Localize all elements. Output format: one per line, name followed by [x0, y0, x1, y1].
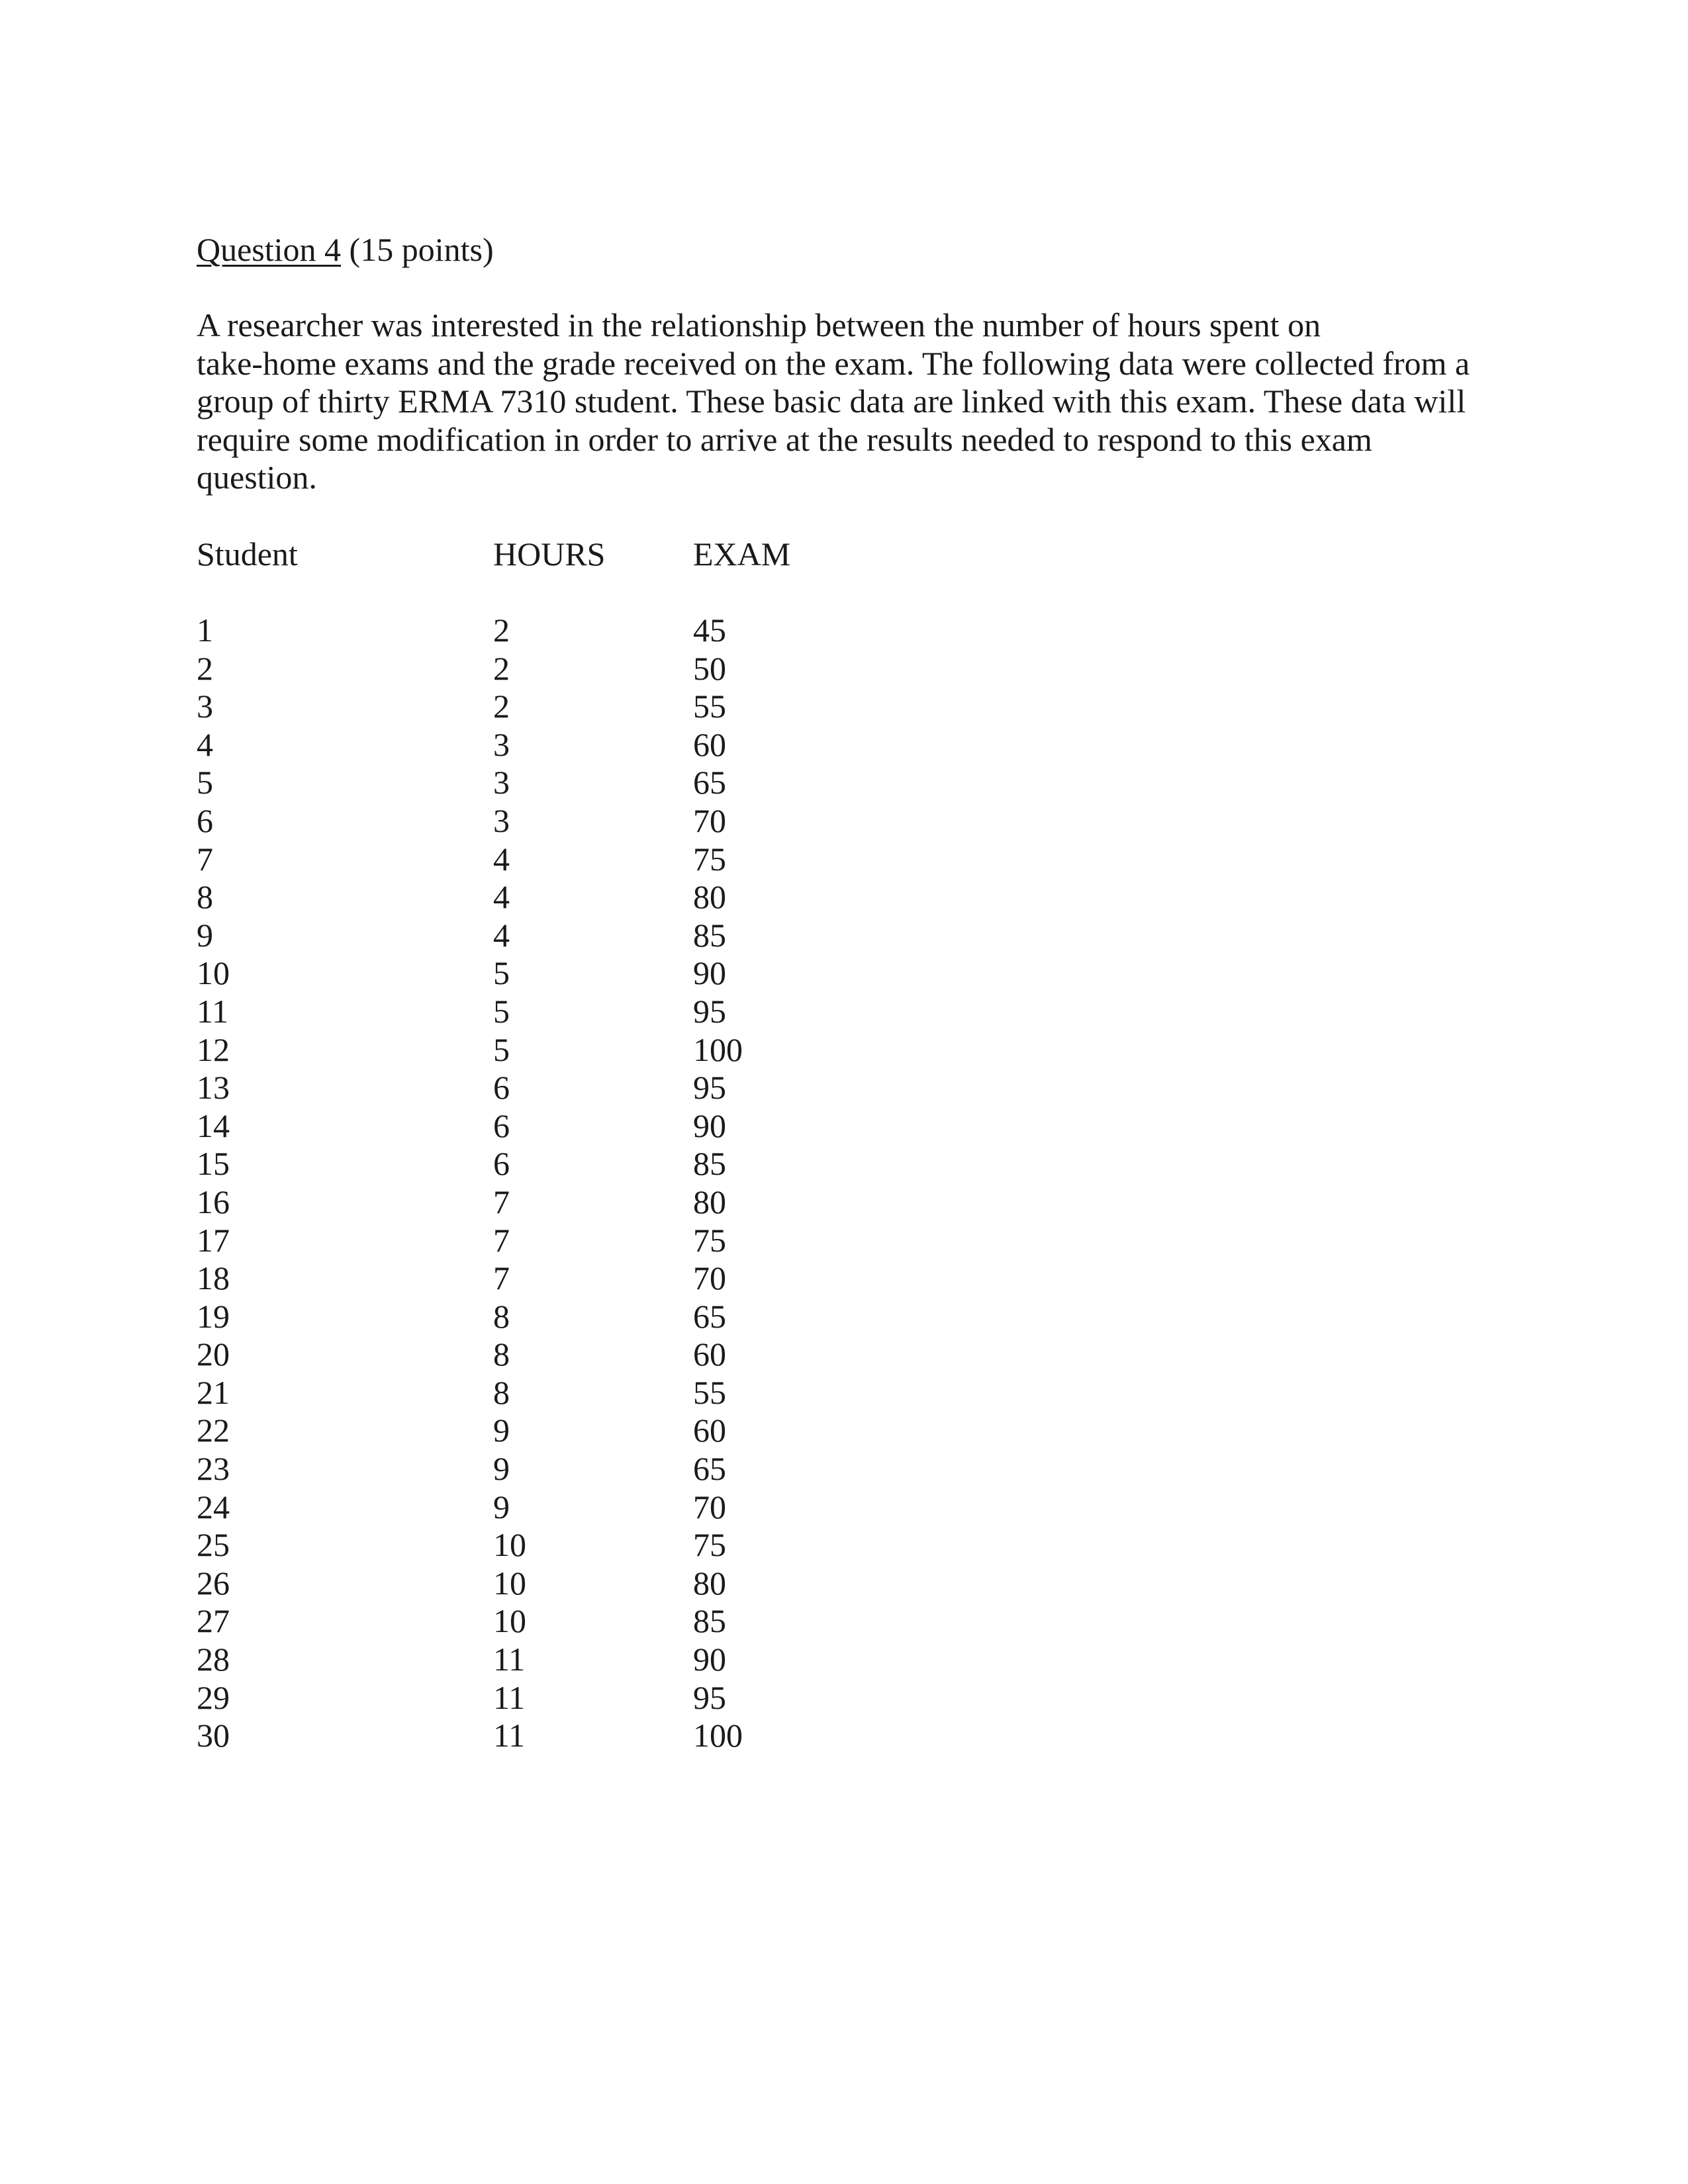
exam-cell: 55: [693, 1373, 726, 1411]
hours-cell: 5: [493, 992, 510, 1030]
hours-cell: 9: [493, 1488, 510, 1525]
student-cell: 6: [197, 801, 213, 839]
hours-cell: 6: [493, 1107, 510, 1144]
table-row: [0, 1222, 1688, 1260]
hours-cell: 8: [493, 1373, 510, 1411]
exam-cell: 90: [693, 954, 726, 992]
hours-cell: 2: [493, 688, 510, 725]
student-cell: 5: [197, 764, 213, 801]
student-cell: 14: [197, 1107, 230, 1144]
student-cell: 13: [197, 1069, 230, 1107]
table-row: [0, 841, 1688, 879]
header-exam: EXAM: [693, 535, 791, 572]
exam-cell: 80: [693, 878, 726, 916]
hours-cell: 5: [493, 954, 510, 992]
table-row: [0, 1259, 1688, 1298]
exam-cell: 60: [693, 725, 726, 763]
table-row: [0, 1298, 1688, 1336]
exam-cell: 70: [693, 1488, 726, 1525]
hours-cell: 9: [493, 1412, 510, 1449]
table-row: [0, 1107, 1688, 1146]
header-hours: HOURS: [493, 535, 606, 572]
exam-cell: 65: [693, 764, 726, 801]
student-cell: 7: [197, 840, 213, 878]
student-cell: 30: [197, 1717, 230, 1754]
exam-cell: 65: [693, 1297, 726, 1335]
student-cell: 19: [197, 1297, 230, 1335]
table-row: [0, 1717, 1688, 1755]
student-cell: 15: [197, 1145, 230, 1183]
paragraph-line: group of thirty ERMA 7310 student. These basic data are linked with this exam. These data will: [197, 383, 1466, 420]
exam-cell: 80: [693, 1183, 726, 1220]
paragraph-line: take-home exams and the grade received on the exam. The following data were collected from a: [197, 344, 1470, 382]
table-row: [0, 1602, 1688, 1641]
table-row: [0, 954, 1688, 993]
table-row: [0, 1450, 1688, 1488]
hours-cell: 8: [493, 1297, 510, 1335]
hours-cell: 5: [493, 1030, 510, 1068]
hours-cell: 10: [493, 1526, 526, 1564]
hours-cell: 7: [493, 1221, 510, 1259]
hours-cell: 8: [493, 1336, 510, 1373]
exam-cell: 95: [693, 1678, 726, 1716]
paragraph-line: require some modification in order to arrive at the results needed to respond to this exam: [197, 420, 1372, 458]
exam-cell: 90: [693, 1107, 726, 1144]
student-cell: 27: [197, 1602, 230, 1640]
paragraph-line: question.: [197, 459, 317, 496]
table-row: [0, 1031, 1688, 1069]
hours-cell: 6: [493, 1145, 510, 1183]
student-cell: 2: [197, 649, 213, 687]
question-paragraph: [197, 306, 1494, 497]
student-cell: 26: [197, 1564, 230, 1602]
hours-cell: 3: [493, 764, 510, 801]
exam-cell: 65: [693, 1450, 726, 1488]
exam-cell: 45: [693, 612, 726, 649]
table-body: [0, 612, 1688, 1755]
hours-cell: 2: [493, 612, 510, 649]
exam-cell: 100: [693, 1030, 743, 1068]
table-row: [0, 1145, 1688, 1183]
hours-cell: 4: [493, 840, 510, 878]
student-cell: 18: [197, 1259, 230, 1297]
table-row: [0, 1641, 1688, 1679]
hours-cell: 2: [493, 649, 510, 687]
table-row: [0, 1336, 1688, 1374]
paragraph-line: A researcher was interested in the relationship between the number of hours spent on: [197, 306, 1321, 343]
exam-cell: 85: [693, 1145, 726, 1183]
student-cell: 29: [197, 1678, 230, 1716]
table-row: [0, 612, 1688, 650]
hours-cell: 10: [493, 1564, 526, 1602]
hours-cell: 11: [493, 1641, 526, 1678]
exam-cell: 70: [693, 1259, 726, 1297]
student-cell: 1: [197, 612, 213, 649]
table-row: [0, 688, 1688, 726]
hours-cell: 3: [493, 725, 510, 763]
student-cell: 24: [197, 1488, 230, 1525]
table-row: [0, 1183, 1688, 1222]
exam-cell: 90: [693, 1641, 726, 1678]
table-row: [0, 1526, 1688, 1565]
student-cell: 25: [197, 1526, 230, 1564]
exam-cell: 50: [693, 649, 726, 687]
student-cell: 3: [197, 688, 213, 725]
hours-cell: 11: [493, 1678, 526, 1716]
exam-cell: 95: [693, 1069, 726, 1107]
exam-cell: 55: [693, 688, 726, 725]
exam-cell: 70: [693, 801, 726, 839]
student-cell: 11: [197, 992, 229, 1030]
student-cell: 17: [197, 1221, 230, 1259]
exam-cell: 80: [693, 1564, 726, 1602]
table-row: [0, 1069, 1688, 1107]
table-row: [0, 878, 1688, 917]
table-row: [0, 1374, 1688, 1412]
question-points: (15 points): [349, 231, 494, 268]
exam-cell: 75: [693, 1221, 726, 1259]
student-cell: 4: [197, 725, 213, 763]
student-cell: 8: [197, 878, 213, 916]
exam-cell: 85: [693, 916, 726, 954]
exam-cell: 60: [693, 1336, 726, 1373]
header-student: Student: [197, 535, 298, 572]
student-cell: 23: [197, 1450, 230, 1488]
hours-cell: 4: [493, 916, 510, 954]
student-cell: 20: [197, 1336, 230, 1373]
exam-cell: 75: [693, 1526, 726, 1564]
student-cell: 10: [197, 954, 230, 992]
table-row: [0, 917, 1688, 955]
table-row: [0, 650, 1688, 688]
exam-cell: 85: [693, 1602, 726, 1640]
hours-cell: 7: [493, 1259, 510, 1297]
hours-cell: 3: [493, 801, 510, 839]
exam-cell: 95: [693, 992, 726, 1030]
student-cell: 28: [197, 1641, 230, 1678]
student-cell: 16: [197, 1183, 230, 1220]
table-row: [0, 726, 1688, 764]
table-row: [0, 1488, 1688, 1527]
student-cell: 9: [197, 916, 213, 954]
exam-cell: 60: [693, 1412, 726, 1449]
table-row: [0, 1679, 1688, 1717]
student-cell: 21: [197, 1373, 230, 1411]
hours-cell: 6: [493, 1069, 510, 1107]
hours-cell: 7: [493, 1183, 510, 1220]
hours-cell: 10: [493, 1602, 526, 1640]
exam-cell: 75: [693, 840, 726, 878]
hours-cell: 9: [493, 1450, 510, 1488]
question-title: Question 4: [197, 231, 342, 268]
question-heading: [197, 230, 494, 269]
table-row: [0, 1565, 1688, 1603]
table-row: [0, 764, 1688, 802]
hours-cell: 4: [493, 878, 510, 916]
table-row: [0, 993, 1688, 1031]
table-row: [0, 1412, 1688, 1450]
hours-cell: 11: [493, 1717, 526, 1754]
table-row: [0, 802, 1688, 841]
exam-cell: 100: [693, 1717, 743, 1754]
student-cell: 12: [197, 1030, 230, 1068]
student-cell: 22: [197, 1412, 230, 1449]
